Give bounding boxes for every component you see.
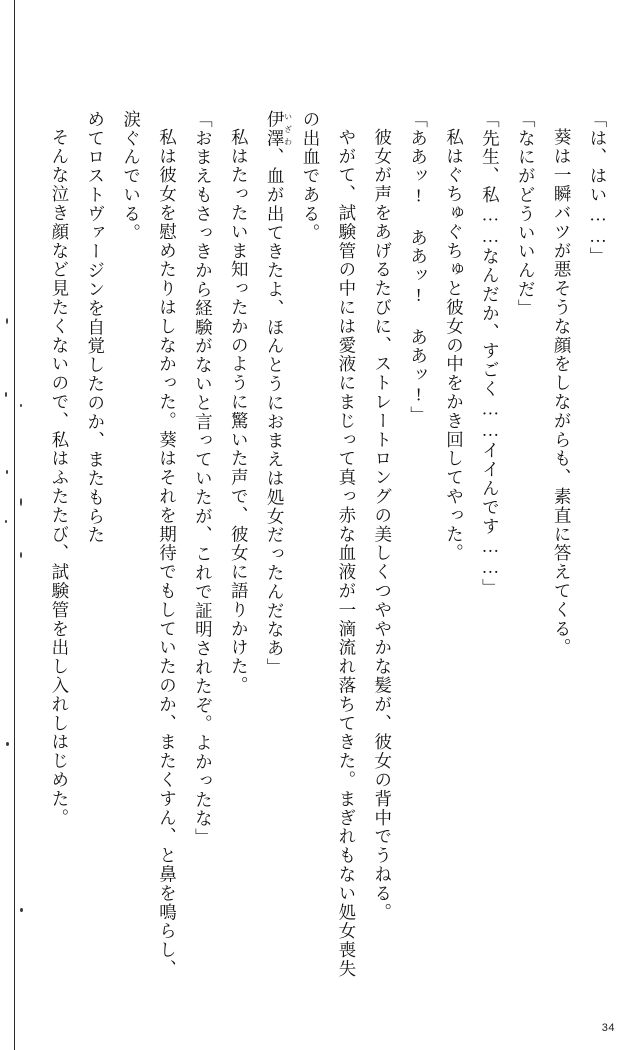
page-number: 34 xyxy=(601,1022,615,1034)
paragraph-rest: 、血が出てきたよ、ほんとうにおまえは処女だったんだなあ」 xyxy=(265,147,286,678)
paragraph: 「ああッ! ああッ! ああッ!」 xyxy=(408,110,429,425)
paragraph: 「なにがどういいんだ」 xyxy=(516,110,537,318)
paragraph: 「先生、私……なんだか、すごく……イイんです……」 xyxy=(480,110,501,598)
paragraph: 私はぐちゅぐちゅと彼女の中をかき回してやった。 xyxy=(444,127,465,563)
paragraph: 彼女が声をあげるたびに、ストレートロングの美しくつややかな髪が、彼女の背中でうねる。 xyxy=(372,127,393,922)
paragraph-with-ruby xyxy=(256,110,292,990)
paragraph: 私は彼女を慰めたりはしなかった。葵はそれを期待でもしていたのか、またくすん、と鼻を鳴らし、涙ぐんでいる。 xyxy=(121,110,178,978)
scan-artifacts xyxy=(0,0,30,1050)
paragraph: 「は、はい……」 xyxy=(588,110,608,267)
paragraph: 「おまえもさっきから経験がないと言っていたが、これで証明されたぞ。よかったな」 xyxy=(193,110,214,848)
ruby-reading: いざわ xyxy=(283,110,293,148)
paragraph: 私はたったいま知ったかのように驚いた声で、彼女に語りかけた。 xyxy=(229,127,250,695)
ruby-annotation: 伊澤いざわ xyxy=(265,110,293,148)
paragraph: そんな泣き顔など見たくないので、私はふたたび、試験管を出し入れしはじめた。 xyxy=(49,127,70,827)
body-text xyxy=(41,110,615,990)
paragraph: 葵は一瞬バツが悪そうな顔をしながらも、素直に答えてくる。 xyxy=(552,127,573,657)
paragraph: めてロストヴァージンを自覚したのか、またもらた xyxy=(85,110,106,545)
paragraph: やがて、試験管の中には愛液にまじって真っ赤な血液が一滴流れ落ちてきた。まぎれもない処女喪失の出血である。 xyxy=(301,110,357,978)
